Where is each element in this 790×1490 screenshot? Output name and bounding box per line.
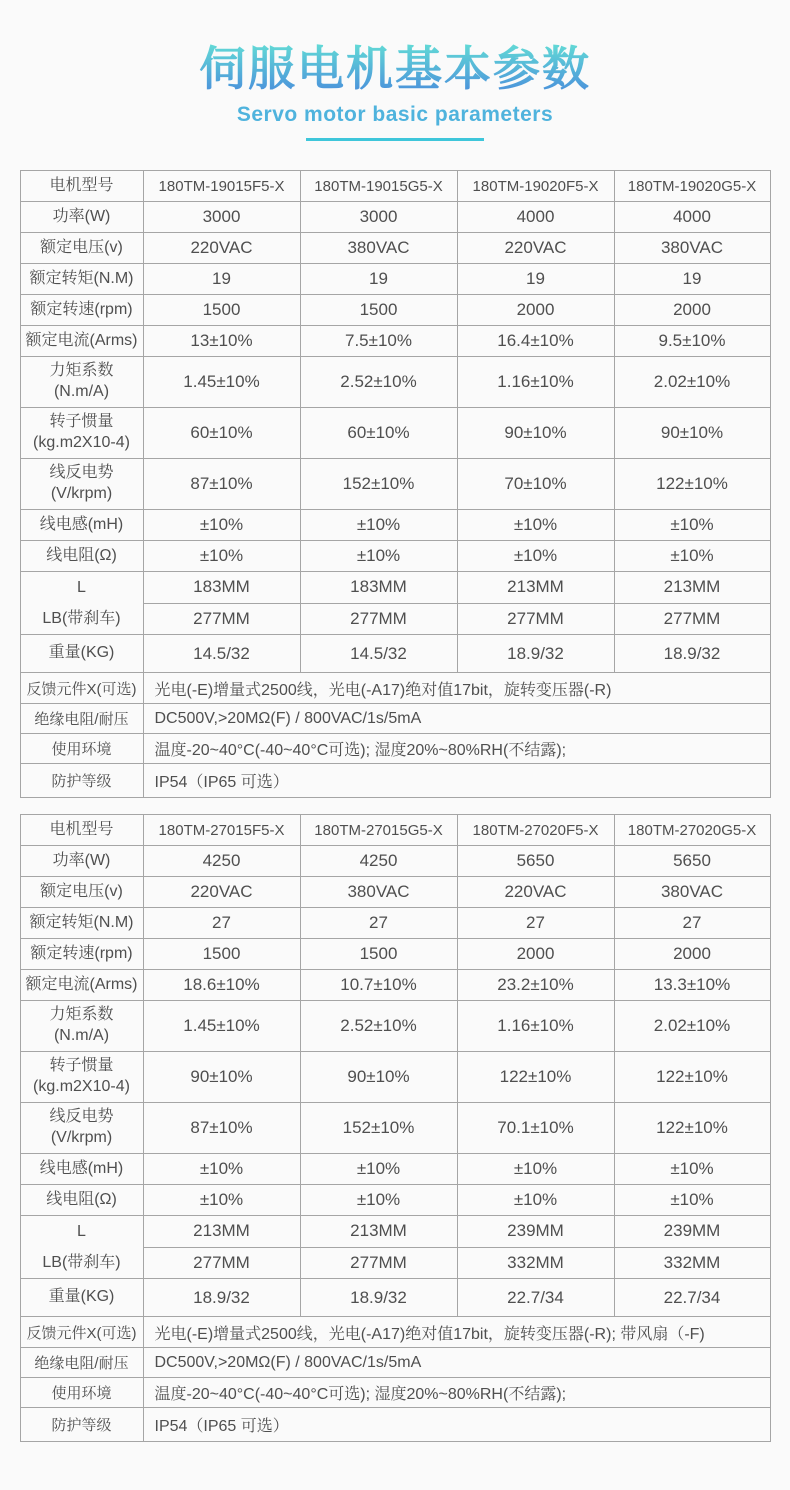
spec-cell: 239MM: [614, 1216, 770, 1248]
table-row: [20, 1279, 770, 1317]
spec-cell: ±10%: [300, 541, 457, 572]
spec-cell: 332MM: [457, 1247, 614, 1279]
row-label: [20, 846, 143, 877]
row-label-line: 额定电压(v): [40, 882, 123, 900]
spec-cell: ±10%: [300, 1185, 457, 1216]
spec-cell: 13.3±10%: [614, 970, 770, 1001]
table-row: [20, 171, 770, 202]
spec-cell: 2.02±10%: [614, 357, 770, 408]
table-row: [20, 1052, 770, 1103]
model-cell: 180TM-19015F5-X: [143, 171, 300, 202]
row-label: [20, 264, 143, 295]
spec-cell: 152±10%: [300, 1103, 457, 1154]
spec-cell: 18.9/32: [457, 635, 614, 673]
row-label: 绝缘电阻/耐压: [20, 1348, 143, 1378]
spec-cell: 1.45±10%: [143, 1001, 300, 1052]
spec-cell: 4250: [143, 846, 300, 877]
table-row: [20, 1154, 770, 1185]
row-label-line: 额定转矩(N.M): [29, 913, 134, 931]
spec-cell: 90±10%: [614, 408, 770, 459]
row-label-line: 线反电势: [49, 464, 114, 482]
spec-cell: 220VAC: [143, 233, 300, 264]
spec-cell: 2000: [614, 295, 770, 326]
spec-cell: ±10%: [143, 1154, 300, 1185]
spec-cell: 23.2±10%: [457, 970, 614, 1001]
spec-cell: 220VAC: [143, 877, 300, 908]
row-label: [20, 408, 143, 459]
row-label-line: 额定电压(v): [40, 238, 123, 256]
spec-cell: ±10%: [614, 1185, 770, 1216]
row-label-line: 功率(W): [52, 207, 111, 225]
row-label: [20, 459, 143, 510]
row-label-line: (N.m/A): [53, 383, 110, 400]
spec-cell: 2.02±10%: [614, 1001, 770, 1052]
spec-cell: 19: [614, 264, 770, 295]
spec-cell: 18.6±10%: [143, 970, 300, 1001]
spec-cell: ±10%: [300, 1154, 457, 1185]
table-row: [20, 295, 770, 326]
spec-cell: ±10%: [143, 541, 300, 572]
spec-cell: 380VAC: [614, 877, 770, 908]
spec-cell: 4000: [457, 202, 614, 233]
spec-cell: 2000: [457, 295, 614, 326]
spec-cell: 19: [143, 264, 300, 295]
row-label-line: (V/krpm): [50, 485, 113, 502]
spec-cell: 4000: [614, 202, 770, 233]
spec-cell: 10.7±10%: [300, 970, 457, 1001]
spec-cell: 1.16±10%: [457, 357, 614, 408]
spec-cell: 380VAC: [300, 877, 457, 908]
model-cell: 180TM-19015G5-X: [300, 171, 457, 202]
spec-cell: 18.9/32: [143, 1279, 300, 1317]
row-label-line: 线电阻(Ω): [46, 546, 117, 564]
spec-cell: 213MM: [300, 1216, 457, 1248]
spec-cell: 277MM: [143, 603, 300, 635]
row-label: 反馈元件X(可选): [20, 673, 143, 704]
table-row: [20, 815, 770, 846]
model-cell: 180TM-27015F5-X: [143, 815, 300, 846]
spec-cell-wide: DC500V,>20MΩ(F) / 800VAC/1s/5mA: [143, 704, 770, 734]
spec-cell: 22.7/34: [614, 1279, 770, 1317]
spec-cell: 2000: [457, 939, 614, 970]
row-label-line: LB(带刹车): [42, 1254, 121, 1271]
spec-cell: 90±10%: [143, 1052, 300, 1103]
spec-cell: 277MM: [457, 603, 614, 635]
spec-cell: ±10%: [143, 510, 300, 541]
spec-cell: ±10%: [457, 510, 614, 541]
spec-tables: [0, 170, 790, 1442]
row-label-line: L: [77, 1223, 86, 1240]
row-label: [20, 815, 143, 846]
table-row: [20, 408, 770, 459]
row-label-line: 额定电流(Arms): [25, 331, 138, 349]
spec-cell: 1500: [143, 939, 300, 970]
row-label-line: 线电感(mH): [39, 1159, 124, 1177]
spec-cell: 3000: [143, 202, 300, 233]
row-label-line: (V/krpm): [50, 1129, 113, 1146]
spec-cell: 183MM: [143, 572, 300, 604]
spec-cell: 9.5±10%: [614, 326, 770, 357]
page-header: [0, 44, 790, 141]
spec-cell: 87±10%: [143, 459, 300, 510]
spec-cell: 27: [143, 908, 300, 939]
table-row: [20, 510, 770, 541]
spec-cell: ±10%: [614, 541, 770, 572]
table-row: [20, 877, 770, 908]
row-label-line: LB(带刹车): [42, 610, 121, 627]
row-label-line: 额定转矩(N.M): [29, 269, 134, 287]
spec-cell: 2.52±10%: [300, 357, 457, 408]
spec-cell: 19: [457, 264, 614, 295]
row-label: [20, 939, 143, 970]
spec-cell: 5650: [614, 846, 770, 877]
spec-cell: 380VAC: [614, 233, 770, 264]
table-row: [20, 704, 770, 734]
row-label: [20, 357, 143, 408]
table-row: [20, 908, 770, 939]
table-row: [20, 326, 770, 357]
row-label: [20, 171, 143, 202]
spec-cell: 22.7/34: [457, 1279, 614, 1317]
row-label: [20, 510, 143, 541]
spec-cell: 2.52±10%: [300, 1001, 457, 1052]
model-cell: 180TM-27020G5-X: [614, 815, 770, 846]
row-label: [20, 1001, 143, 1052]
row-label-line: 重量(KG): [48, 644, 115, 662]
table-row: [20, 572, 770, 604]
spec-cell: 1.16±10%: [457, 1001, 614, 1052]
spec-cell: 220VAC: [457, 877, 614, 908]
spec-cell: 3000: [300, 202, 457, 233]
row-label-line: 电机型号: [49, 176, 114, 194]
row-label-line: 额定转速(rpm): [30, 300, 133, 318]
spec-cell: 70±10%: [457, 459, 614, 510]
row-label: 绝缘电阻/耐压: [20, 704, 143, 734]
spec-cell-wide: IP54（IP65 可选）: [143, 764, 770, 798]
spec-cell-wide: 光电(-E)增量式2500线，光电(-A17)绝对值17bit，旋转变压器(-R): [143, 673, 770, 704]
row-label-line: 重量(KG): [48, 1288, 115, 1306]
spec-cell: 1500: [300, 295, 457, 326]
row-label: [20, 572, 143, 635]
row-label-line: (kg.m2X10-4): [33, 1078, 130, 1095]
spec-cell: 19: [300, 264, 457, 295]
row-label: [20, 541, 143, 572]
row-label-line: (kg.m2X10-4): [33, 434, 130, 451]
spec-cell: 122±10%: [614, 459, 770, 510]
spec-cell: 332MM: [614, 1247, 770, 1279]
row-label-line: 转子惯量: [49, 413, 114, 431]
table-row: [20, 357, 770, 408]
spec-cell: 213MM: [614, 572, 770, 604]
spec-cell: 1.45±10%: [143, 357, 300, 408]
table-row: [20, 202, 770, 233]
row-label-line: (N.m/A): [53, 1027, 110, 1044]
table-row: [20, 635, 770, 673]
spec-cell: 122±10%: [614, 1052, 770, 1103]
row-label-line: 转子惯量: [49, 1057, 114, 1075]
spec-cell: ±10%: [300, 510, 457, 541]
row-label-line: 线反电势: [49, 1108, 114, 1126]
row-label: 反馈元件X(可选): [20, 1317, 143, 1348]
spec-cell: 277MM: [300, 603, 457, 635]
page-subtitle: Servo motor basic parameters: [236, 103, 554, 126]
spec-cell: 213MM: [143, 1216, 300, 1248]
spec-cell: 27: [614, 908, 770, 939]
row-label-line: 力矩系数: [49, 362, 114, 380]
spec-cell: 220VAC: [457, 233, 614, 264]
table-row: [20, 459, 770, 510]
subtitle-underline: [306, 138, 484, 141]
row-label: [20, 635, 143, 673]
spec-cell: 7.5±10%: [300, 326, 457, 357]
table-row: [20, 734, 770, 764]
spec-table-180tm-19: [20, 170, 771, 798]
spec-cell: 277MM: [143, 1247, 300, 1279]
table-row: [20, 233, 770, 264]
row-label-line: 电机型号: [49, 820, 114, 838]
row-label: 防护等级: [20, 1408, 143, 1442]
spec-cell: 239MM: [457, 1216, 614, 1248]
table-row: [20, 846, 770, 877]
row-label-line: 额定电流(Arms): [25, 975, 138, 993]
spec-cell: 90±10%: [300, 1052, 457, 1103]
spec-cell: 277MM: [614, 603, 770, 635]
spec-cell: ±10%: [457, 541, 614, 572]
spec-cell: ±10%: [457, 1154, 614, 1185]
spec-cell: 122±10%: [614, 1103, 770, 1154]
spec-cell: 122±10%: [457, 1052, 614, 1103]
model-cell: 180TM-27015G5-X: [300, 815, 457, 846]
spec-cell: 380VAC: [300, 233, 457, 264]
table-row: [20, 1185, 770, 1216]
spec-cell: ±10%: [614, 1154, 770, 1185]
spec-cell: 14.5/32: [300, 635, 457, 673]
spec-cell: 87±10%: [143, 1103, 300, 1154]
spec-cell: 18.9/32: [300, 1279, 457, 1317]
model-cell: 180TM-27020F5-X: [457, 815, 614, 846]
row-label: [20, 1103, 143, 1154]
row-label-line: L: [77, 579, 86, 596]
row-label: [20, 295, 143, 326]
spec-cell-wide: IP54（IP65 可选）: [143, 1408, 770, 1442]
row-label: [20, 877, 143, 908]
row-label-line: 额定转速(rpm): [30, 944, 133, 962]
table-row: [20, 1001, 770, 1052]
table-row: [20, 1216, 770, 1248]
spec-cell: 14.5/32: [143, 635, 300, 673]
row-label-line: 线电阻(Ω): [46, 1190, 117, 1208]
row-label-line: 功率(W): [52, 851, 111, 869]
table-row: [20, 764, 770, 798]
spec-cell: 16.4±10%: [457, 326, 614, 357]
spec-cell: 27: [457, 908, 614, 939]
row-label: [20, 1216, 143, 1279]
table-row: [20, 673, 770, 704]
spec-cell: 152±10%: [300, 459, 457, 510]
model-cell: 180TM-19020F5-X: [457, 171, 614, 202]
spec-cell: 18.9/32: [614, 635, 770, 673]
table-row: [20, 939, 770, 970]
spec-table-180tm-27: [20, 814, 771, 1442]
table-row: [20, 1317, 770, 1348]
row-label: [20, 1279, 143, 1317]
row-label: [20, 326, 143, 357]
spec-cell: 60±10%: [300, 408, 457, 459]
row-label: [20, 970, 143, 1001]
spec-cell-wide: 光电(-E)增量式2500线，光电(-A17)绝对值17bit，旋转变压器(-R); 带风扇（-F): [143, 1317, 770, 1348]
row-label: [20, 233, 143, 264]
table-row: [20, 1408, 770, 1442]
row-label: 使用环境: [20, 734, 143, 764]
table-row: [20, 264, 770, 295]
spec-cell-wide: DC500V,>20MΩ(F) / 800VAC/1s/5mA: [143, 1348, 770, 1378]
row-label: [20, 1154, 143, 1185]
table-row: [20, 1378, 770, 1408]
model-cell: 180TM-19020G5-X: [614, 171, 770, 202]
spec-cell: 4250: [300, 846, 457, 877]
spec-cell: 1500: [143, 295, 300, 326]
spec-cell: 90±10%: [457, 408, 614, 459]
table-row: [20, 970, 770, 1001]
spec-cell: 277MM: [300, 1247, 457, 1279]
spec-cell-wide: 温度-20~40°C(-40~40°C可选); 湿度20%~80%RH(不结露);: [143, 734, 770, 764]
spec-cell: 27: [300, 908, 457, 939]
table-row: [20, 541, 770, 572]
row-label: [20, 1185, 143, 1216]
page-title: 伺服电机基本参数: [0, 44, 790, 94]
row-label: [20, 202, 143, 233]
row-label: [20, 1052, 143, 1103]
row-label: 防护等级: [20, 764, 143, 798]
row-label: 使用环境: [20, 1378, 143, 1408]
spec-cell-wide: 温度-20~40°C(-40~40°C可选); 湿度20%~80%RH(不结露);: [143, 1378, 770, 1408]
spec-cell: 70.1±10%: [457, 1103, 614, 1154]
row-label-line: 力矩系数: [49, 1006, 114, 1024]
table-row: [20, 1348, 770, 1378]
row-label: [20, 908, 143, 939]
spec-cell: 60±10%: [143, 408, 300, 459]
row-label-line: 线电感(mH): [39, 515, 124, 533]
spec-cell: 2000: [614, 939, 770, 970]
spec-cell: 1500: [300, 939, 457, 970]
spec-cell: 13±10%: [143, 326, 300, 357]
spec-cell: 5650: [457, 846, 614, 877]
spec-cell: 183MM: [300, 572, 457, 604]
table-row: [20, 1103, 770, 1154]
spec-cell: ±10%: [143, 1185, 300, 1216]
spec-cell: ±10%: [457, 1185, 614, 1216]
spec-cell: ±10%: [614, 510, 770, 541]
spec-cell: 213MM: [457, 572, 614, 604]
